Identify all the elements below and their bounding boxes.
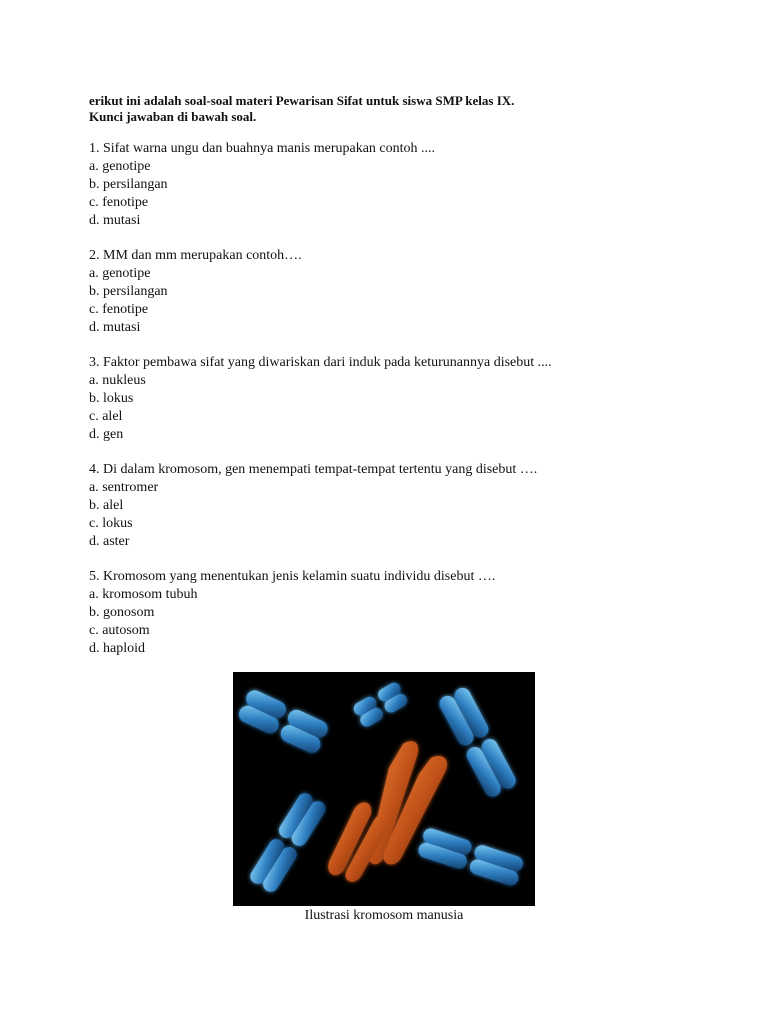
answer-option: d. aster xyxy=(89,534,130,549)
answer-option: a. genotipe xyxy=(89,266,151,281)
question-stem: 1. Sifat warna ungu dan buahnya manis merupakan contoh .... xyxy=(89,141,436,156)
intro-line-2: Kunci jawaban di bawah soal. xyxy=(89,109,257,124)
answer-option: b. gonosom xyxy=(89,605,155,620)
answer-option: a. sentromer xyxy=(89,480,159,495)
answer-option: a. genotipe xyxy=(89,159,151,174)
blue-chromosome xyxy=(351,680,409,729)
answer-option: b. persilangan xyxy=(89,284,168,299)
answer-option: d. mutasi xyxy=(89,320,141,335)
question-4 xyxy=(89,461,552,551)
question-2 xyxy=(89,247,552,337)
answer-option: d. mutasi xyxy=(89,213,141,228)
question-5 xyxy=(89,568,552,658)
answer-option: b. alel xyxy=(89,498,124,513)
answer-option: b. lokus xyxy=(89,391,134,406)
intro-line-1: erikut ini adalah soal-soal materi Pewarisan Sifat untuk siswa SMP kelas IX. xyxy=(89,93,515,108)
question-1 xyxy=(89,140,552,230)
answer-option: d. haploid xyxy=(89,641,145,656)
blue-chromosome xyxy=(248,790,329,894)
blue-chromosome xyxy=(417,827,525,888)
question-stem: 5. Kromosom yang menentukan jenis kelamin suatu individu disebut …. xyxy=(89,569,496,584)
orange-chromosome xyxy=(328,741,447,881)
answer-option: c. fenotipe xyxy=(89,302,149,317)
question-3 xyxy=(89,354,552,444)
question-stem: 4. Di dalam kromosom, gen menempati tempat-tempat tertentu yang disebut …. xyxy=(89,462,538,477)
blue-chromosome xyxy=(437,685,519,799)
answer-option: a. nukleus xyxy=(89,373,146,388)
answer-option: c. autosom xyxy=(89,623,150,638)
answer-option: c. lokus xyxy=(89,516,133,531)
intro-text xyxy=(89,93,514,125)
figure-caption: Ilustrasi kromosom manusia xyxy=(304,908,464,923)
question-list xyxy=(89,140,552,675)
answer-option: d. gen xyxy=(89,427,124,442)
chromosome-illustration xyxy=(233,672,535,906)
answer-option: c. alel xyxy=(89,409,123,424)
chromosome-image xyxy=(233,672,535,906)
question-stem: 2. MM dan mm merupakan contoh…. xyxy=(89,248,302,263)
blue-chromosome xyxy=(236,688,330,756)
question-stem: 3. Faktor pembawa sifat yang diwariskan dari induk pada keturunannya disebut .... xyxy=(89,355,552,370)
answer-option: a. kromosom tubuh xyxy=(89,587,198,602)
answer-option: b. persilangan xyxy=(89,177,168,192)
answer-option: c. fenotipe xyxy=(89,195,149,210)
